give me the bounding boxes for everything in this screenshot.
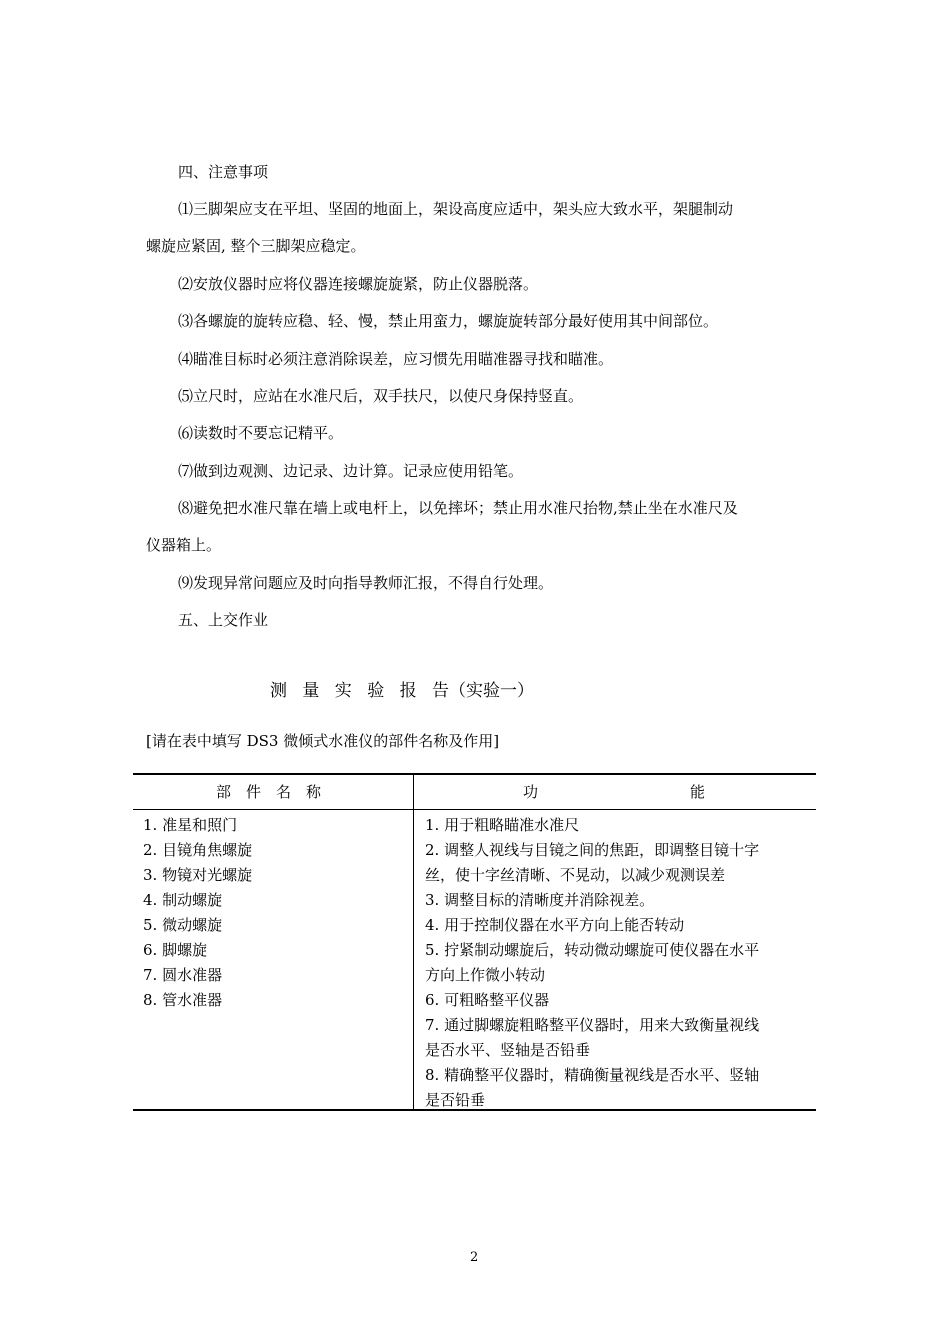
function-line: 8. 精确整平仪器时，精确衡量视线是否水平、竖轴 — [425, 1066, 760, 1084]
note-2: ⑵安放仪器时应将仪器连接螺旋旋紧，防止仪器脱落。 — [178, 275, 539, 293]
header-function-1: 功 — [523, 783, 539, 801]
part-item: 1. 准星和照门 — [143, 816, 238, 834]
note-1-line1: ⑴三脚架应支在平坦、坚固的地面上，架设高度应适中，架头应大致水平，架腿制动 — [178, 200, 734, 218]
part-item: 4. 制动螺旋 — [143, 891, 223, 909]
function-line: 是否水平、竖轴是否铅垂 — [425, 1041, 591, 1059]
table-top-rule — [133, 773, 816, 775]
note-8-line1: ⑻避免把水准尺靠在墙上或电杆上，以免摔坏；禁止用水准尺抬物,禁止坐在水准尺及 — [178, 499, 738, 517]
function-line: 6. 可粗略整平仪器 — [425, 991, 550, 1009]
function-line: 丝，使十字丝清晰、不晃动，以减少观测误差 — [425, 866, 726, 884]
part-item: 3. 物镜对光螺旋 — [143, 866, 253, 884]
function-line: 3. 调整目标的清晰度并消除视差。 — [425, 891, 655, 909]
function-line: 4. 用于控制仪器在水平方向上能否转动 — [425, 916, 685, 934]
note-4: ⑷瞄准目标时必须注意消除误差，应习惯先用瞄准器寻找和瞄准。 — [178, 350, 614, 368]
part-item: 2. 目镜角焦螺旋 — [143, 841, 253, 859]
note-5: ⑸立尺时，应站在水准尺后，双手扶尺，以使尺身保持竖直。 — [178, 387, 584, 405]
page-number: 2 — [470, 1250, 479, 1265]
part-item: 7. 圆水准器 — [143, 966, 223, 984]
parts-column — [143, 813, 252, 1013]
report-title: 测 量 实 验 报 告（实验一） — [270, 681, 535, 701]
note-8-line2: 仪器箱上。 — [146, 536, 222, 554]
part-item: 8. 管水准器 — [143, 991, 223, 1009]
table-header-rule — [133, 809, 816, 810]
note-7: ⑺做到边观测、边记录、边计算。记录应使用铅笔。 — [178, 462, 524, 480]
section5-heading: 五、上交作业 — [178, 611, 269, 629]
section4-heading: 四、注意事项 — [178, 163, 269, 181]
function-line: 1. 用于粗略瞄准水准尺 — [425, 816, 580, 834]
note-9: ⑼发现异常问题应及时向指导教师汇报，不得自行处理。 — [178, 574, 554, 592]
part-item: 6. 脚螺旋 — [143, 941, 208, 959]
header-function-2: 能 — [690, 783, 706, 801]
report-instruction: [请在表中填写 DS3 微倾式水准仪的部件名称及作用] — [146, 732, 500, 750]
function-line: 方向上作微小转动 — [425, 966, 546, 984]
note-3: ⑶各螺旋的旋转应稳、轻、慢，禁止用蛮力，螺旋旋转部分最好使用其中间部位。 — [178, 312, 719, 330]
note-1-line2: 螺旋应紧固, 整个三脚架应稳定。 — [146, 237, 366, 255]
functions-column — [425, 813, 759, 1113]
function-line: 是否铅垂 — [425, 1091, 486, 1109]
header-part-name: 部 件 名 称 — [216, 783, 322, 801]
function-line: 7. 通过脚螺旋粗略整平仪器时，用来大致衡量视线 — [425, 1016, 760, 1034]
table-column-divider — [413, 774, 414, 1110]
function-line: 5. 拧紧制动螺旋后，转动微动螺旋可使仪器在水平 — [425, 941, 760, 959]
note-6: ⑹读数时不要忘记精平。 — [178, 424, 344, 442]
part-item: 5. 微动螺旋 — [143, 916, 223, 934]
function-line: 2. 调整人视线与目镜之间的焦距，即调整目镜十字 — [425, 841, 760, 859]
